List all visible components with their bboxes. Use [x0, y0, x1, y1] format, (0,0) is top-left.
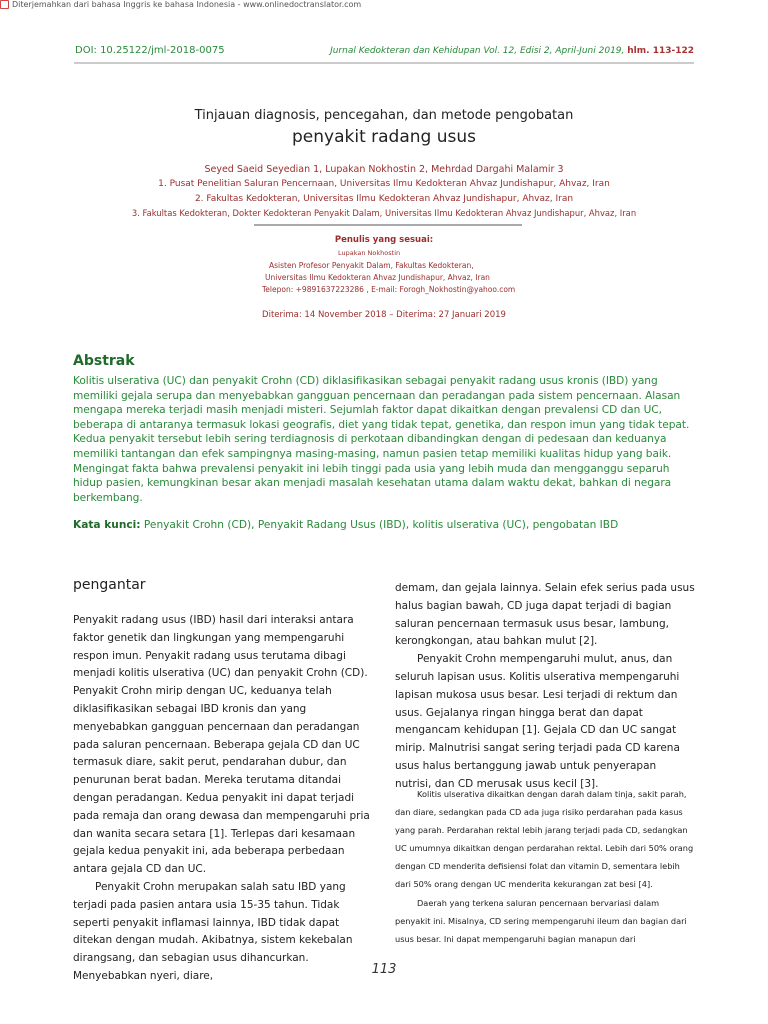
page-number: 113: [371, 962, 397, 977]
right-column-small: [395, 785, 695, 948]
divider: [254, 224, 522, 226]
translator-banner-text[interactable]: Diterjemahkan dari bahasa Inggris ke bahasa Indonesia - www.onlinedoctranslator.com: [12, 0, 362, 9]
paragraph: Daerah yang terkena saluran pencernaan bervariasi dalam penyakit ini. Misalnya, CD sering mempengaruhi ileum dan bagian dari usus besar. Ini dapat mempengaruhi bagian manapun dari: [395, 897, 687, 944]
corresponding-line-2: Universitas Ilmu Kedokteran Ahvaz Jundishapur, Ahvaz, Iran: [265, 273, 490, 282]
corresponding-name: Lupakan Nokhostin: [338, 249, 401, 257]
journal-pages: hlm. 113-122: [627, 46, 694, 56]
corresponding-contact: Telepon: +9891637223286 , E-mail: Forogh_Nokhostin@yahoo.com: [262, 285, 516, 294]
right-column-main: [395, 580, 695, 794]
doi: DOI: 10.25122/jml-2018-0075: [75, 45, 225, 56]
paragraph: Kolitis ulserativa dikaitkan dengan darah dalam tinja, sakit parah, dan diare, sedangkan pada CD ada juga risiko perdarahan pada kasus yang parah. Perdarahan rektal lebih jarang terjadi pada CD, sedangkan UC umumnya dikaitkan dengan perdarahan rektal. Lebih dari 50% orang dengan CD menderita defisiensi folat dan vitamin D, sementara lebih dari 50% orang dengan UC menderita kekurangan zat besi [4].: [395, 789, 694, 890]
journal-name: Jurnal Kedokteran dan Kehidupan Vol. 12, Edisi 2, April-Juni 2019,: [330, 46, 625, 56]
keywords-label: Kata kunci:: [73, 519, 141, 531]
translator-icon: [0, 0, 9, 9]
paragraph: demam, dan gejala lainnya. Selain efek serius pada usus halus bagian bawah, CD juga dapat terjadi di bagian saluran pencernaan termasuk usus besar, lambung, kerongkongan, atau bahkan mulut [2].: [395, 582, 695, 648]
abstract-heading: Abstrak: [73, 353, 135, 369]
header-rule: [74, 62, 694, 64]
paragraph: Penyakit Crohn mempengaruhi mulut, anus, dan seluruh lapisan usus. Kolitis ulserativa mempengaruhi lapisan mukosa usus besar. Lesi terjadi di rektum dan usus. Gejalanya ringan hingga berat dan dapat mengancam kehidupan [1]. Gejala CD dan UC sangat mirip. Malnutrisi sangat sering terjadi pada CD karena usus halus bertanggung jawab untuk penyerapan nutrisi, dan CD merusak usus kecil [3].: [395, 653, 680, 790]
keywords-text: Penyakit Crohn (CD), Penyakit Radang Usus (IBD), kolitis ulserativa (UC), pengobatan IBD: [143, 519, 619, 531]
received-dates: Diterima: 14 November 2018 – Diterima: 27 Januari 2019: [262, 310, 506, 320]
affiliation-1: 1. Pusat Penelitian Saluran Pencernaan, Universitas Ilmu Kedokteran Ahvaz Jundishapur, Ahvaz, Iran: [158, 179, 610, 189]
journal-citation: [330, 46, 694, 56]
translator-banner[interactable]: [0, 0, 361, 9]
corresponding-heading: Penulis yang sesuai:: [334, 235, 434, 245]
left-column: [73, 612, 373, 986]
corresponding-line-1: Asisten Profesor Penyakit Dalam, Fakultas Kedokteran,: [269, 261, 474, 270]
paragraph: Penyakit radang usus (IBD) hasil dari interaksi antara faktor genetik dan lingkungan yang mempengaruhi respon imun. Penyakit radang usus terutama dibagi menjadi kolitis ulserativa (UC) dan penyakit Crohn (CD). Penyakit Crohn mirip dengan UC, keduanya telah diklasifikasikan sebagai IBD kronis dan yang menyebabkan gangguan pencernaan dan peradangan pada saluran pencernaan. Beberapa gejala CD dan UC termasuk diare, sakit perut, pendarahan dubur, dan penurunan berat badan. Mereka terutama ditandai dengan peradangan. Kedua penyakit ini dapat terjadi pada remaja dan orang dewasa dan mempengaruhi pria dan wanita secara setara [1]. Terlepas dari kesamaan gejala kedua penyakit ini, ada beberapa perbedaan antara gejala CD dan UC.: [73, 614, 370, 876]
title-line-1: Tinjauan diagnosis, pencegahan, dan metode pengobatan: [194, 108, 574, 123]
title-line-2: penyakit radang usus: [292, 127, 476, 147]
authors: Seyed Saeid Seyedian 1, Lupakan Nokhostin 2, Mehrdad Dargahi Malamir 3: [204, 164, 564, 175]
affiliation-3: 3. Fakultas Kedokteran, Dokter Kedokteran Penyakit Dalam, Universitas Ilmu Kedokteran Ahvaz Jundishapur, Ahvaz, Iran: [131, 208, 637, 218]
abstract-body: Kolitis ulserativa (UC) dan penyakit Crohn (CD) diklasifikasikan sebagai penyakit radang usus kronis (IBD) yang memiliki gejala serupa dan menyebabkan gangguan pencernaan dan peradangan pada sistem pencernaan. Alasan mengapa mereka terjadi masih menjadi misteri. Sejumlah faktor dapat dikaitkan dengan prevalensi CD dan UC, beberapa di antaranya termasuk lokasi geografis, diet yang tidak tepat, genetika, dan respon imun yang tidak tepat. Kedua penyakit tersebut lebih sering terdiagnosis di perkotaan dibandingkan dengan di pedesaan dan keduanya memiliki tantangan dan efek sampingnya masing-masing, namun pasien tetap memiliki kualitas hidup yang baik. Mengingat fakta bahwa prevalensi penyakit ini lebih tinggi pada usia yang lebih muda dan mengganggu separuh hidup pasien, kemungkinan besar akan menjadi masalah kesehatan utama dalam waktu dekat, bahkan di negara berkembang.: [73, 375, 690, 504]
keywords: [73, 519, 693, 531]
affiliation-2: 2. Fakultas Kedokteran, Universitas Ilmu Kedokteran Ahvaz Jundishapur, Ahvaz, Iran: [194, 194, 574, 204]
paragraph: Penyakit Crohn merupakan salah satu IBD yang terjadi pada pasien antara usia 15-35 tahun. Tidak seperti penyakit inflamasi lainnya, IBD tidak dapat ditekan dengan mudah. Akibatnya, sistem kekebalan dirangsang, dan sebagian usus dihancurkan. Menyebabkan nyeri, diare,: [73, 880, 353, 982]
section-heading: pengantar: [73, 577, 146, 593]
